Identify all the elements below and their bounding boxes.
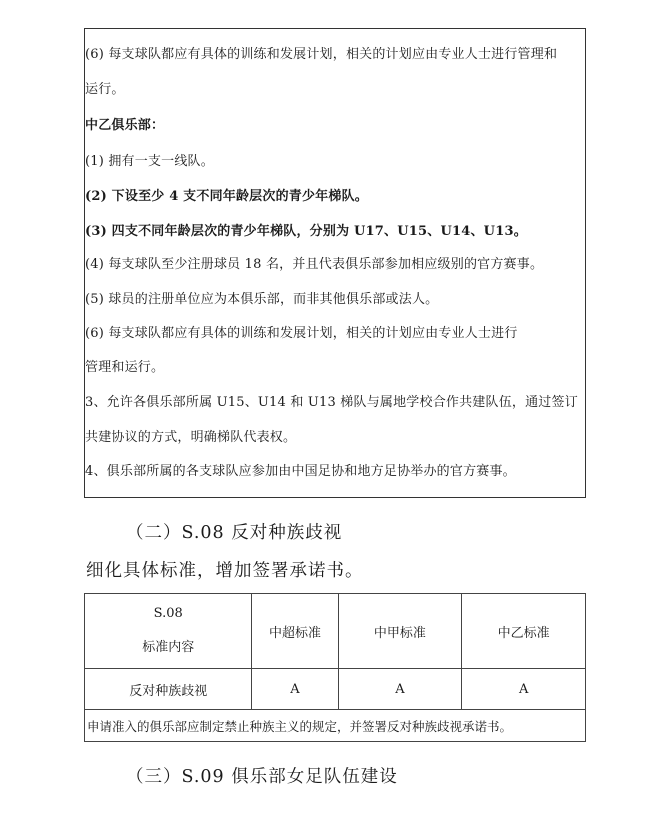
req-c-3: (3) 四支不同年龄层次的青少年梯队，分别为 U17、U15、U14、U13。 — [85, 224, 527, 239]
value-league-a: A — [338, 669, 462, 710]
header-league-b: 中乙标准 — [462, 594, 586, 669]
header-league-a: 中甲标准 — [338, 594, 462, 669]
req-c-4: (4) 每支球队至少注册球员 18 名，并且代表俱乐部参加相应级别的官方赛事。 — [85, 257, 544, 272]
row-label: 反对种族歧视 — [85, 669, 252, 710]
table-note: 申请准入的俱乐部应制定禁止种族主义的规定，并签署反对种族歧视承诺书。 — [85, 710, 586, 742]
standards-table — [84, 593, 586, 742]
table-header-row — [85, 594, 586, 669]
section-heading-s08: （二）S.08 反对种族歧视 — [126, 523, 343, 543]
req-c-5: (5) 球员的注册单位应为本俱乐部，而非其他俱乐部或法人。 — [85, 292, 439, 307]
header-super-league: 中超标准 — [252, 594, 338, 669]
table-note-row — [85, 710, 586, 742]
req-4: 4、俱乐部所属的各支球队应参加由中国足协和地方足协举办的官方赛事。 — [85, 464, 516, 479]
req-c-1: (1) 拥有一支一线队。 — [85, 154, 214, 169]
header-code-cell — [85, 594, 252, 669]
value-league-b: A — [462, 669, 586, 710]
req-line-6-a: (6) 每支球队都应有具体的训练和发展计划，相关的计划应由专业人士进行管理和 — [85, 47, 558, 62]
req-c-2: (2) 下设至少 4 支不同年龄层次的青少年梯队。 — [85, 189, 368, 204]
req-line-6-b: 运行。 — [85, 82, 125, 97]
req-c-6-a: (6) 每支球队都应有具体的训练和发展计划，相关的计划应由专业人士进行 — [85, 326, 518, 341]
req-c-6-b: 管理和运行。 — [85, 360, 165, 375]
header-content-label: 标准内容 — [142, 640, 195, 655]
section-heading-s09: （三）S.09 俱乐部女足队伍建设 — [126, 767, 398, 787]
req-3-a: 3、允许各俱乐部所属 U15、U14 和 U13 梯队与属地学校合作共建队伍，通过签订 — [85, 395, 578, 410]
req-3-b: 共建协议的方式，明确梯队代表权。 — [85, 430, 297, 445]
table-row — [85, 669, 586, 710]
value-super-league: A — [252, 669, 338, 710]
header-code: S.08 — [153, 606, 183, 622]
section-intro: 细化具体标准，增加签署承诺书。 — [86, 561, 364, 581]
league-c-heading: 中乙俱乐部： — [85, 118, 165, 133]
